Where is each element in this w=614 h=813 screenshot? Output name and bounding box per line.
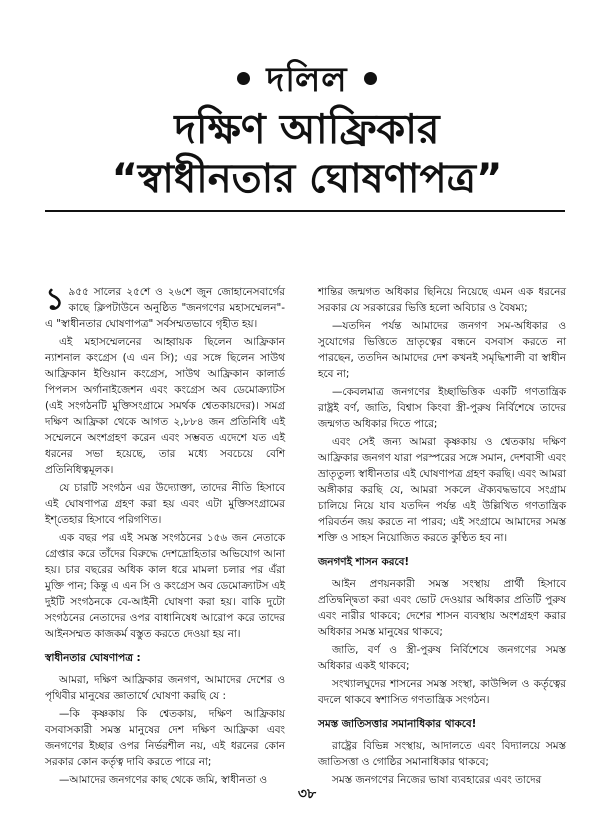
drop-cap: ১ [45, 282, 65, 317]
article-title: দক্ষিণ আফ্রিকার [174, 105, 440, 153]
article-subtitle: “স্বাধীনতার ঘোষণাপত্র” [111, 156, 503, 202]
paragraph: এক বছর পর এই সমস্ত সংগঠনের ১৫৬ জন নেতাকে গ্রেপ্তার করে তাঁদের বিরুদ্ধে দেশদ্রোহিতার অভিযোগ আনা হয়। চার বছরের অধিক কাল ধরে মামলা চলার পর এঁরা মুক্তি পান; কিন্তু এ এন সি ও কংগ্রেস অব ডেমোক্র্যাটস এই দুইটি সংগঠনকে বে-আইনী ঘোষণা করা হয়। বাকি দুটো সংগঠনের নেতাদের ওপর বাধানিষেধ আরোপ করে তাদের আইনসম্মত কাজকর্ম বস্তুত করতে দেওয়া হয় না। [45, 532, 285, 640]
section-heading: সমস্ত জাতিসত্তার সমানাধিকার থাকবে! [318, 718, 477, 730]
bullet-dot-icon [364, 72, 377, 85]
paragraph: সংখ্যালঘুদের শাসনের সমস্ত সংস্থা, কাউন্সিল ও কর্তৃত্বের বদলে থাকবে স্বশাসিত গণতান্ত্রিক সংগঠন। [318, 678, 566, 706]
section-heading: জনগণই শাসন করবে! [318, 556, 410, 568]
left-column [45, 284, 285, 790]
paragraph: —কি কৃষ্ণকায় কি শ্বেতকায়, দক্ষিণ আফ্রিকায় বসবাসকারী সমস্ত মানুষের দেশ দক্ষিণ আফ্রিকা এবং জনগণের ইচ্ছার ওপর নির্ভরশীল নয়, এই ধরনের কোন সরকার কোন কর্তৃত্ব দাবি করতে পারে না; [45, 708, 285, 768]
article-header [0, 60, 614, 204]
kicker-label: দলিল [266, 60, 348, 100]
paragraph: —যতদিন পর্যন্ত আমাদের জনগণ সম-অধিকার ও সুযোগের ভিত্তিতে ভ্রাতৃত্বের বন্ধনে বসবাস করতে না পারছেন, ততদিন আমাদের দেশ কখনই সমৃদ্ধিশালী বা স্বাধীন হবে না; [318, 320, 566, 380]
paragraph: জাতি, বর্ণ ও স্ত্রী-পুরুষ নির্বিশেষে জনগণের সমস্ত অধিকার একই থাকবে; [318, 644, 566, 672]
title-rule [45, 210, 565, 212]
paragraph: —কেবলমাত্র জনগণের ইচ্ছাভিত্তিক একটি গণতান্ত্রিক রাষ্ট্রই বর্ণ, জাতি, বিশ্বাস কিংবা স্ত্রী-পুরুষ নির্বিশেষে তাদের জন্মগত অধিকার দিতে পারে; [318, 386, 566, 430]
paragraph: রাষ্ট্রের বিভিন্ন সংস্থায়, আদালতে এবং বিদ্যালয়ে সমস্ত জাতিসত্তা ও গোষ্ঠির সমানাধিকার থাকবে; [318, 740, 566, 768]
section-heading: স্বাধীনতার ঘোষণাপত্র : [45, 652, 141, 664]
paragraph: শান্তির জন্মগত অধিকার ছিনিয়ে নিয়েছে এমন এক ধরনের সরকার যে সরকারের ভিত্তি হলো অবিচার ও বৈষম্য; [318, 286, 566, 314]
paragraph: আমরা, দক্ষিণ আফ্রিকার জনগণ, আমাদের দেশের ও পৃথিবীর মানুষের জ্ঞাতার্থে ঘোষণা করছি যে : [45, 674, 285, 702]
right-column [318, 284, 566, 790]
bullet-dot-icon [237, 72, 250, 85]
page-number: ৩৮ [297, 786, 317, 802]
paragraph: —আমাদের জনগণের কাছ থেকে জমি, স্বাধীনতা ও [59, 774, 268, 786]
paragraph: এবং সেই জন্য আমরা কৃষ্ণকায় ও শ্বেতকায় দক্ষিণ আফ্রিকার জনগণ যারা পরস্পরের সঙ্গে সমান, দেশবাসী এবং ভ্রাতৃতুল্য স্বাধীনতার এই ঘোষণাপত্র গ্রহণ করছি। এবং আমরা অঙ্গীকার করছি যে, আমরা সকলে ঐক্যবদ্ধভাবে সংগ্রাম চালিয়ে নিয়ে যাব যতদিন পর্যন্ত এই উল্লিখিত গণতান্ত্রিক পরিবর্তন জয় করতে না পারব; এই সংগ্রামে আমাদের সমস্ত শক্তি ও সাহস নিয়োজিত করতে কুণ্ঠিত হব না। [318, 436, 566, 544]
section-kicker [0, 60, 614, 100]
intro-paragraph: ১ ৯৫৫ সালের ২৫শে ও ২৬শে জুন জোহানেসবার্গের কাছে ক্লিপটাউনে অনুষ্ঠিত "জনগণের মহাসম্মেলন"-এ "স্বাধীনতার ঘোষণাপত্র" সর্বসম্মতভাবে গৃহীত হয়। [45, 282, 285, 330]
paragraph: যে চারটি সংগঠন এর উদ্যোক্তা, তাদের নীতি হিসাবে এই ঘোষণাপত্র গ্রহণ করা হয় এবং এটা মুক্তিসংগ্রামের ইশ্‌তেহার হিসাবে পরিগণিত। [45, 482, 285, 526]
paragraph: সমস্ত জনগণের নিজের ভাষা ব্যবহারের এবং তাদের [332, 774, 542, 786]
paragraph: এই মহাসম্মেলনের আহ্বায়ক ছিলেন আফ্রিকান ন্যাশনাল কংগ্রেস (এ এন সি); এর সঙ্গে ছিলেন সাউথ আফ্রিকান ইণ্ডিয়ান কংগ্রেস, সাউথ আফ্রিকান কালার্ড পিপলস অর্গানাইজেশন এবং কংগ্রেস অব ডেমোক্র্যাটস (এই সংগঠনটি মুক্তিসংগ্রামে সমর্থক শ্বেতকায়দের)। সমগ্র দক্ষিণ আফ্রিকা থেকে আগত ২,৮৮৪ জন প্রতিনিধি এই সম্মেলনে অংশগ্রহণ করেন এবং সম্ভবত এদেশে যত এই ধরনের সভা হয়েছে, তার মধ্যে সবচেয়ে বেশি প্রতিনিধিত্বমূলক। [45, 336, 285, 476]
paragraph: আইন প্রণয়নকারী সমস্ত সংস্থায় প্রার্থী হিসাবে প্রতিদ্বন্দ্বিতা করা এবং ভোট দেওয়ার অধিকার প্রতিটি পুরুষ এবং নারীর থাকবে; দেশের শাসন ব্যবস্থায় অংশগ্রহণ করার অধিকার সমস্ত মানুষের থাকবে; [318, 578, 566, 638]
